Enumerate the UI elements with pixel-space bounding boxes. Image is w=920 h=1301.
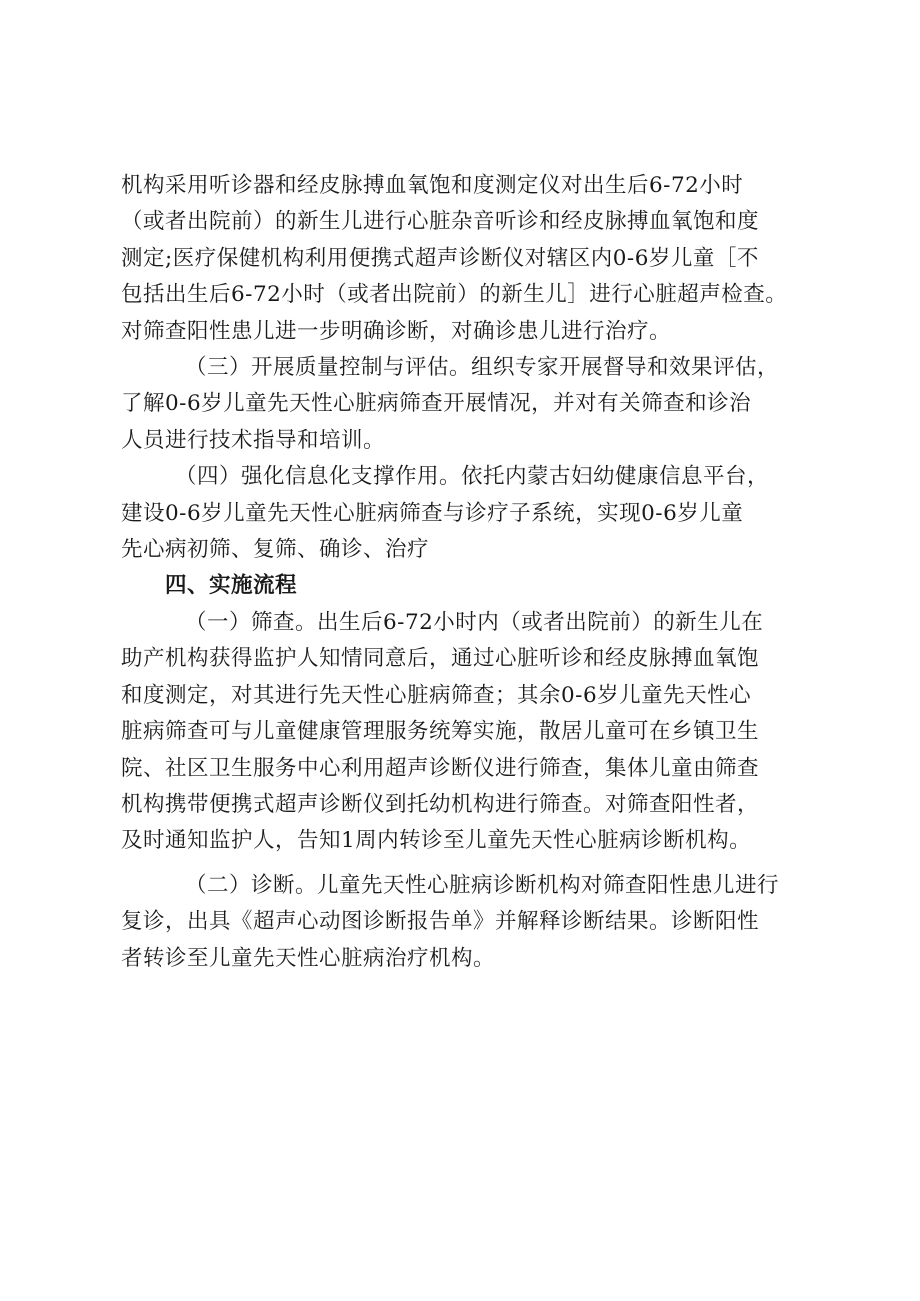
text-line: 助产机构获得监护人知情同意后，通过心脏听诊和经皮脉搏血氧饱 (121, 646, 760, 672)
text-line: 脏病筛查可与儿童健康管理服务统筹实施，散居儿童可在乡镇卫生 (121, 719, 760, 745)
section-heading-implementation-process (121, 568, 811, 604)
text-line: 复诊，出具《超声心动图诊断报告单》并解释诊断结果。诊断阳性 (121, 909, 760, 935)
text-line: 对筛查阳性患儿进一步明确诊断，对确诊患儿进行治疗。 (121, 318, 672, 344)
paragraph-continuation (121, 168, 811, 350)
text-line: 及时通知监护人，告知1周内转诊至儿童先天性心脏病诊断机构。 (121, 828, 752, 854)
text-line: 机构采用听诊器和经皮脉搏血氧饱和度测定仪对出生后6-72小时 (121, 173, 744, 198)
paragraph-screening (121, 605, 811, 860)
text-line: 建设0-6岁儿童先天性心脏病筛查与诊疗子系统，实现0-6岁儿童 (121, 500, 744, 526)
document-body (121, 168, 811, 977)
text-line: （或者出院前）的新生儿进行心脏杂音听诊和经皮脉搏血氧饱和度 (121, 209, 760, 235)
text-line: 包括出生后6-72小时（或者出院前）的新生儿］进行心脏超声检查。 (121, 282, 788, 308)
text-line: 测定;医疗保健机构利用便携式超声诊断仪对辖区内0-6岁儿童［不 (121, 245, 759, 271)
text-line: 机构携带便携式超声诊断仪到托幼机构进行筛查。对筛查阳性者， (121, 791, 760, 817)
paragraph-informatization (121, 459, 811, 568)
heading-text: 四、实施流程 (165, 573, 298, 599)
text-line: 和度测定，对其进行先天性心脏病筛查；其余0-6岁儿童先天性心 (121, 682, 752, 708)
text-line: 者转诊至儿童先天性心脏病治疗机构。 (121, 945, 496, 971)
text-line: 院、社区卫生服务中心利用超声诊断仪进行筛查，集体儿童由筛查 (121, 755, 760, 781)
text-line: （三）开展质量控制与评估。组织专家开展督导和效果评估， (185, 355, 780, 381)
text-line: 人员进行技术指导和培训。 (121, 427, 386, 453)
text-line: 先心病初筛、复筛、确诊、治疗 (121, 537, 430, 563)
paragraph-quality-control (121, 350, 811, 459)
text-line: 了解0-6岁儿童先天性心脏病筛查开展情况，并对有关筛查和诊治 (121, 391, 752, 417)
text-line: （四）强化信息化支撑作用。依托内蒙古妇幼健康信息平台， (175, 464, 770, 490)
text-line: （二）诊断。儿童先天性心脏病诊断机构对筛查阳性患儿进行 (185, 872, 780, 898)
text-line: （一）筛查。出生后6-72小时内（或者出院前）的新生儿在 (185, 609, 764, 635)
paragraph-diagnosis (121, 868, 811, 977)
